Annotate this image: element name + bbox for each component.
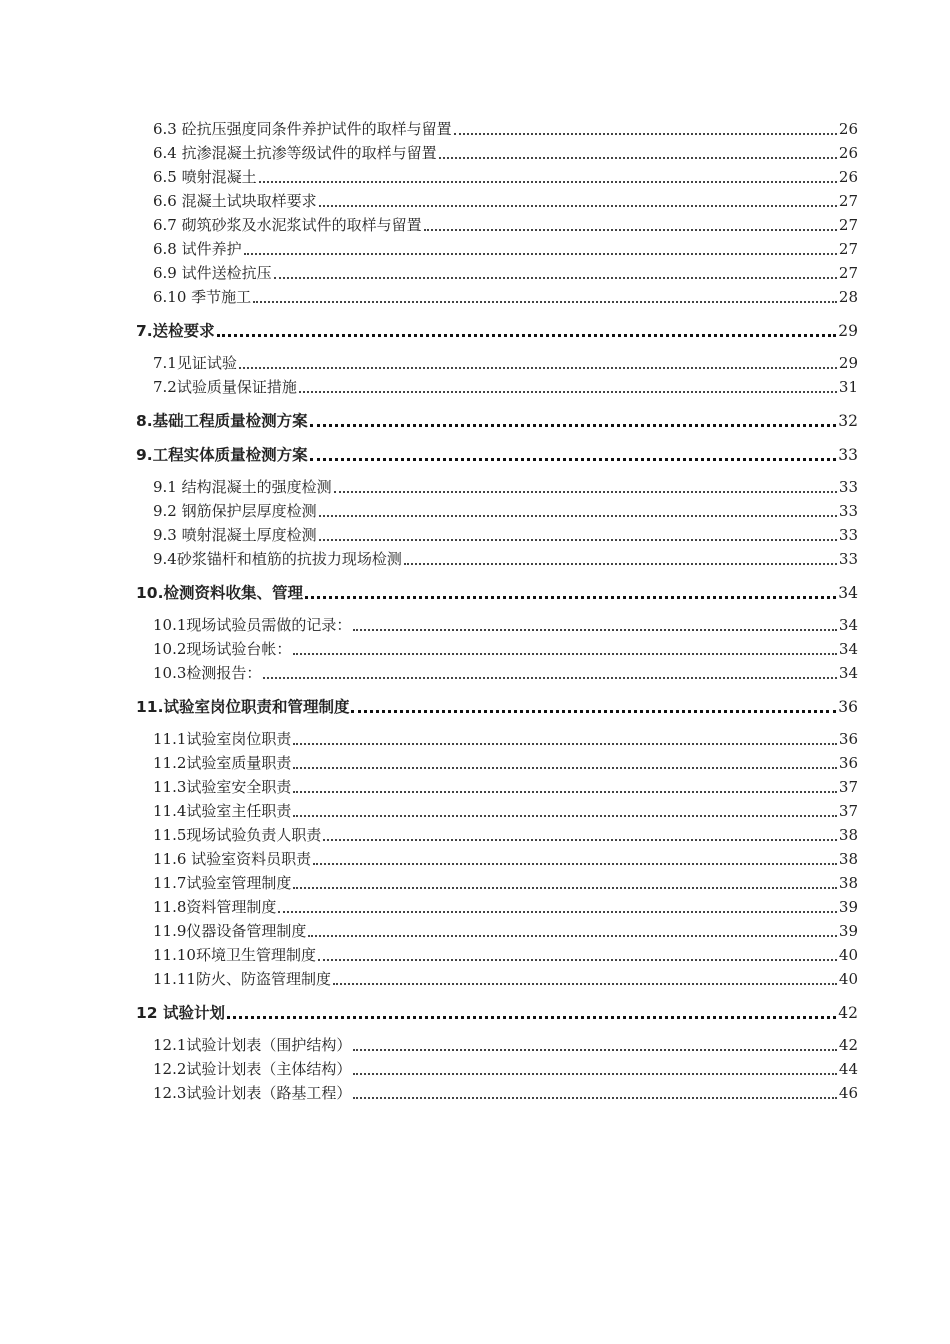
toc-section-entry[interactable] <box>153 282 858 306</box>
toc-section-entry[interactable] <box>153 348 858 372</box>
toc-entry-page-number: 37 <box>838 802 858 820</box>
toc-entry-title: 10.1现场试验员需做的记录： <box>153 616 352 634</box>
toc-entry-title: 6.8 试件养护 <box>153 240 242 258</box>
dot-leader <box>293 871 837 889</box>
toc-section-entry[interactable] <box>153 520 858 544</box>
toc-entry-title: 11.6 试验室资料员职责 <box>153 850 312 868</box>
toc-entry-page-number: 33 <box>838 446 858 464</box>
toc-entry-title: 10.2现场试验台帐： <box>153 640 292 658</box>
toc-section-entry[interactable] <box>153 658 858 682</box>
toc-entry-page-number: 46 <box>838 1084 858 1102</box>
toc-entry-title: 6.9 试件送检抗压 <box>153 264 272 282</box>
toc-entry-page-number: 27 <box>838 240 858 258</box>
dot-leader <box>424 213 837 231</box>
dot-leader <box>333 967 837 985</box>
toc-entry-title: 6.6 混凝土试块取样要求 <box>153 192 317 210</box>
dot-leader <box>319 523 837 541</box>
toc-entry-page-number: 34 <box>838 584 858 602</box>
dot-leader <box>299 375 837 393</box>
toc-entry-page-number: 36 <box>838 730 858 748</box>
dot-leader <box>217 318 837 337</box>
dot-leader <box>244 237 837 255</box>
toc-section-entry[interactable] <box>153 114 858 138</box>
dot-leader <box>353 1081 837 1099</box>
toc-entry-title: 7.1见证试验 <box>153 354 237 372</box>
toc-entry-title: 9.2 钢筋保护层厚度检测 <box>153 502 317 520</box>
toc-entry-page-number: 29 <box>838 322 858 340</box>
dot-leader <box>319 189 837 207</box>
toc-entry-page-number: 33 <box>838 550 858 568</box>
toc-entry-page-number: 38 <box>838 826 858 844</box>
toc-entry-title: 11.9仪器设备管理制度 <box>153 922 307 940</box>
toc-entry-title: 7.2试验质量保证措施 <box>153 378 297 396</box>
toc-section-entry[interactable] <box>153 258 858 282</box>
dot-leader <box>439 141 837 159</box>
toc-entry-page-number: 40 <box>838 970 858 988</box>
toc-entry-title: 9.4砂浆锚杆和植筋的抗拔力现场检测 <box>153 550 402 568</box>
toc-entry-page-number: 38 <box>838 850 858 868</box>
toc-entry-title: 11.5现场试验负责人职责 <box>153 826 322 844</box>
toc-section-entry[interactable] <box>153 1030 858 1054</box>
dot-leader <box>263 661 837 679</box>
toc-entry-title: 12.2试验计划表（主体结构） <box>153 1060 352 1078</box>
toc-entry-page-number: 38 <box>838 874 858 892</box>
toc-section-entry[interactable] <box>153 964 858 988</box>
toc-entry-page-number: 28 <box>838 288 858 306</box>
dot-leader <box>334 475 837 493</box>
toc-entry-page-number: 36 <box>838 754 858 772</box>
toc-entry-page-number: 36 <box>838 698 858 716</box>
toc-entry-page-number: 27 <box>838 264 858 282</box>
toc-section-entry[interactable] <box>153 820 858 844</box>
toc-section-entry[interactable] <box>153 724 858 748</box>
toc-entry-title: 11.试验室岗位职责和管理制度 <box>136 698 350 716</box>
dot-leader <box>454 117 837 135</box>
toc-section-entry[interactable] <box>153 1078 858 1102</box>
dot-leader <box>293 751 837 769</box>
toc-entry-page-number: 33 <box>838 478 858 496</box>
dot-leader <box>293 775 837 793</box>
toc-entry-page-number: 39 <box>838 898 858 916</box>
toc-entry-page-number: 26 <box>838 120 858 138</box>
dot-leader <box>353 1057 837 1075</box>
toc-entry-page-number: 40 <box>838 946 858 964</box>
toc-entry-page-number: 33 <box>838 526 858 544</box>
toc-entry-title: 9.工程实体质量检测方案 <box>136 446 308 464</box>
toc-chapter-entry[interactable] <box>136 406 858 430</box>
dot-leader <box>293 799 837 817</box>
toc-section-entry[interactable] <box>153 772 858 796</box>
toc-entry-title: 11.11防火、防盗管理制度 <box>153 970 331 988</box>
toc-entry-title: 11.1试验室岗位职责 <box>153 730 292 748</box>
dot-leader <box>351 694 836 713</box>
toc-section-entry[interactable] <box>153 372 858 396</box>
toc-entry-title: 6.4 抗渗混凝土抗渗等级试件的取样与留置 <box>153 144 437 162</box>
dot-leader <box>310 442 837 461</box>
dot-leader <box>308 919 837 937</box>
dot-leader <box>305 580 836 599</box>
dot-leader <box>278 895 837 913</box>
toc-entry-page-number: 27 <box>838 192 858 210</box>
toc-section-entry[interactable] <box>153 634 858 658</box>
toc-section-entry[interactable] <box>153 138 858 162</box>
toc-chapter-entry[interactable] <box>136 692 858 716</box>
toc-entry-title: 12.1试验计划表（围护结构） <box>153 1036 352 1054</box>
toc-section-entry[interactable] <box>153 234 858 258</box>
toc-entry-page-number: 32 <box>838 412 858 430</box>
toc-entry-page-number: 31 <box>838 378 858 396</box>
dot-leader <box>313 847 837 865</box>
toc-section-entry[interactable] <box>153 610 858 634</box>
toc-entry-page-number: 44 <box>838 1060 858 1078</box>
toc-entry-title: 7.送检要求 <box>136 322 215 340</box>
toc-entry-title: 6.10 季节施工 <box>153 288 252 306</box>
dot-leader <box>293 637 837 655</box>
toc-section-entry[interactable] <box>153 210 858 234</box>
toc-entry-page-number: 34 <box>838 664 858 682</box>
dot-leader <box>353 1033 837 1051</box>
toc-entry-title: 9.3 喷射混凝土厚度检测 <box>153 526 317 544</box>
toc-entry-page-number: 27 <box>838 216 858 234</box>
toc-section-entry[interactable] <box>153 916 858 940</box>
toc-section-entry[interactable] <box>153 868 858 892</box>
toc-entry-page-number: 34 <box>838 616 858 634</box>
toc-entry-page-number: 42 <box>838 1036 858 1054</box>
toc-section-entry[interactable] <box>153 844 858 868</box>
toc-section-entry[interactable] <box>153 1054 858 1078</box>
toc-chapter-entry[interactable] <box>136 440 858 464</box>
dot-leader <box>310 408 837 427</box>
toc-section-entry[interactable] <box>153 796 858 820</box>
dot-leader <box>239 351 837 369</box>
toc-entry-page-number: 42 <box>838 1004 858 1022</box>
dot-leader <box>353 613 837 631</box>
dot-leader <box>227 1000 836 1019</box>
toc-entry-title: 12.3试验计划表（路基工程） <box>153 1084 352 1102</box>
toc-entry-title: 8.基础工程质量检测方案 <box>136 412 308 430</box>
dot-leader <box>319 499 837 517</box>
toc-entry-page-number: 26 <box>838 168 858 186</box>
dot-leader <box>259 165 837 183</box>
toc-entry-title: 10.3检测报告： <box>153 664 262 682</box>
dot-leader <box>404 547 837 565</box>
toc-entry-title: 11.4试验室主任职责 <box>153 802 292 820</box>
toc-entry-title: 6.3 砼抗压强度同条件养护试件的取样与留置 <box>153 120 452 138</box>
toc-entry-title: 12 试验计划 <box>136 1004 225 1022</box>
toc-section-entry[interactable] <box>153 544 858 568</box>
toc-entry-title: 11.2试验室质量职责 <box>153 754 292 772</box>
toc-section-entry[interactable] <box>153 892 858 916</box>
toc-entry-title: 11.7试验室管理制度 <box>153 874 292 892</box>
dot-leader <box>323 823 837 841</box>
toc-chapter-entry[interactable] <box>136 316 858 340</box>
toc-entry-title: 11.8资料管理制度 <box>153 898 277 916</box>
toc-section-entry[interactable] <box>153 748 858 772</box>
toc-entry-page-number: 26 <box>838 144 858 162</box>
toc-section-entry[interactable] <box>153 472 858 496</box>
toc-entry-title: 11.3试验室安全职责 <box>153 778 292 796</box>
dot-leader <box>253 285 837 303</box>
toc-section-entry[interactable] <box>153 496 858 520</box>
toc-entry-page-number: 37 <box>838 778 858 796</box>
toc-chapter-entry[interactable] <box>136 578 858 602</box>
toc-entry-page-number: 33 <box>838 502 858 520</box>
toc-chapter-entry[interactable] <box>136 998 858 1022</box>
dot-leader <box>293 727 837 745</box>
toc-entry-page-number: 34 <box>838 640 858 658</box>
toc-entry-title: 11.10环境卫生管理制度 <box>153 946 316 964</box>
toc-entry-title: 9.1 结构混凝土的强度检测 <box>153 478 332 496</box>
toc-entry-title: 6.5 喷射混凝土 <box>153 168 257 186</box>
toc-section-entry[interactable] <box>153 162 858 186</box>
toc-section-entry[interactable] <box>153 940 858 964</box>
toc-entry-title: 10.检测资料收集、管理 <box>136 584 303 602</box>
toc-entry-title: 6.7 砌筑砂浆及水泥浆试件的取样与留置 <box>153 216 422 234</box>
dot-leader <box>318 943 837 961</box>
toc-entry-page-number: 39 <box>838 922 858 940</box>
toc-section-entry[interactable] <box>153 186 858 210</box>
toc-entry-page-number: 29 <box>838 354 858 372</box>
dot-leader <box>274 261 837 279</box>
